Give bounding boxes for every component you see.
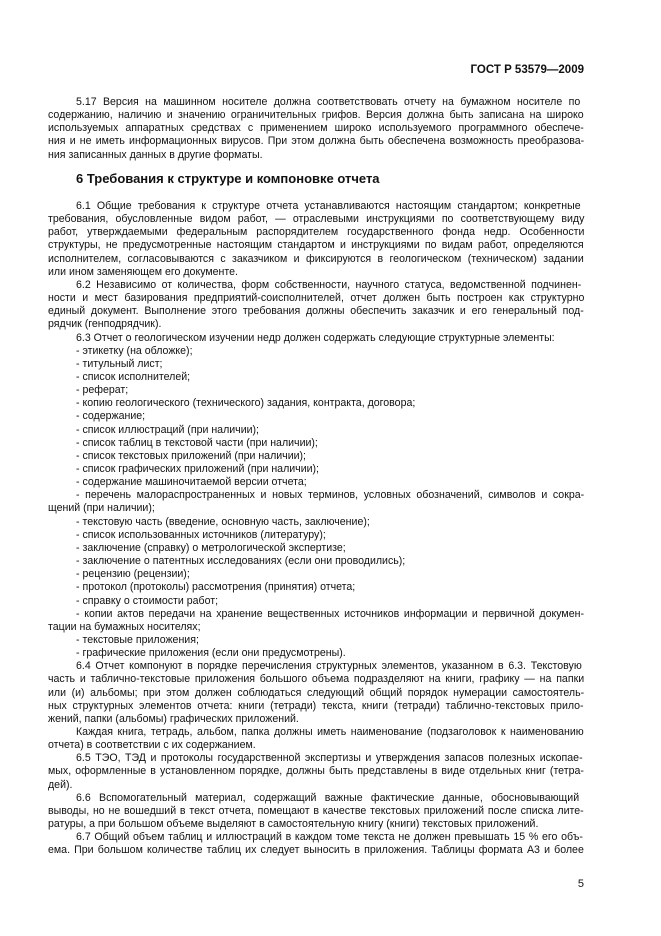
text-line: ема. При большом количестве таблиц их следует выносить в приложения. Таблицы формата А3 и более: [48, 844, 584, 857]
text-line: - содержание машиночитаемой версии отчета;: [76, 476, 307, 489]
text-line: - содержание;: [76, 410, 146, 423]
text-line: - список использованных источников (литературу);: [76, 528, 326, 541]
text-line: 6.6 Вспомогательный материал, содержащий важные фактические данные, обосновывающий: [76, 791, 580, 804]
text-line: - этикетку (на обложке);: [76, 344, 193, 357]
text-line: 6.4 Отчет компонуют в порядке перечисления структурных элементов, указанном в 6.3. Текстовую: [76, 660, 582, 673]
text-line: 6.2 Независимо от количества, форм собственности, научного статуса, ведомственной подчинен-: [76, 278, 582, 291]
text-line: - справку о стоимости работ;: [76, 594, 219, 607]
document-number-header: ГОСТ Р 53579—2009: [470, 64, 584, 76]
text-line: - реферат;: [76, 384, 129, 397]
text-line: ратуры, а при большом объеме выделяют в самостоятельную книгу (книги) текстовых приложений.: [48, 818, 539, 831]
text-line: - копию геологического (технического) задания, контракта, договора;: [76, 397, 416, 410]
text-line: - текстовые приложения;: [76, 633, 199, 646]
text-line: - титульный лист;: [76, 357, 163, 370]
text-line: содержанию, наличию и значению ограничительных грифов. Версия должна быть записана на широко: [48, 109, 584, 122]
text-line: ния записанных данных в другие форматы.: [48, 148, 263, 161]
text-line: структуры, не предусмотренные настоящим стандартом и инструкциями по видам работ, определяются: [48, 239, 584, 252]
text-line: тации на бумажных носителях;: [48, 620, 201, 633]
text-line: используемых аппаратных средствах с применением широко используемого программного обеспече-: [48, 122, 584, 135]
text-line: или (и) альбомы; при этом должен соблюдаться следующий общий порядок нумерации самостоятель-: [48, 686, 585, 699]
text-line: 6.1 Общие требования к структуре отчета устанавливаются настоящим стандартом; конкретные: [76, 200, 581, 212]
text-line: 6.7 Общий объем таблиц и иллюстраций в каждом томе текста не должен превышать 15 % его объ-: [76, 831, 583, 844]
text-line: - перечень малораспространенных и новых терминов, условных обозначений, символов и сокра-: [76, 489, 585, 502]
text-line: Каждая книга, тетрадь, альбом, папка должны иметь наименование (подзаголовок к наименованию: [76, 726, 584, 738]
text-line: - заключение (справку) о метрологической экспертизе;: [76, 541, 346, 554]
text-line: ных структурных элементов отчета: книги (тетради) текста, книги (тетради) таблично-текстовых прило-: [48, 699, 584, 712]
text-line: ния и не иметь информационных вирусов. При этом должна быть обеспечена возможность преобразова-: [48, 135, 585, 148]
text-line: 5.17 Версия на машинном носителе должна соответствовать отчету на бумажном носителе по: [76, 96, 581, 108]
text-line: рядчик (генподрядчик).: [48, 318, 162, 331]
text-line: исполнителем, согласовываются с заказчиком и фиксируются в геологическом (техническом) задании: [48, 252, 584, 265]
text-line: - текстовую часть (введение, основную часть, заключение);: [76, 515, 370, 528]
text-line: - список исполнителей;: [76, 370, 191, 383]
text-line: - рецензию (рецензии);: [76, 568, 190, 581]
text-line: отчета) в соответствии с их содержанием.: [48, 739, 256, 752]
text-line: - копии актов передачи на хранение вещественных источников информации и первичной докумен-: [76, 607, 584, 620]
text-line: мых, оформленные в установленном порядке, должны быть представлены в виде отдельных книг (тетра-: [48, 765, 584, 778]
text-line: - список иллюстраций (при наличии);: [76, 423, 259, 436]
text-line: жений, папки (альбомы) графических приложений.: [48, 712, 299, 725]
text-line: работ, утверждаемыми федеральным распорядителем государственного фонда недр. Особенности: [48, 226, 585, 239]
section-6-heading: 6 Требования к структуре и компоновке отчета: [76, 171, 380, 186]
text-line: - список текстовых приложений (при наличии);: [76, 449, 307, 462]
text-line: 6.3 Отчет о геологическом изучении недр должен содержать следующие структурные элементы:: [76, 331, 555, 344]
text-line: щений (при наличии);: [48, 502, 155, 515]
text-line: требования, обусловленные видом работ, — отраслевыми инструкциями по соответствующему виду: [48, 213, 585, 226]
text-line: ности и мест базирования предприятий-соисполнителей, отчет должен быть построен как структурно: [48, 292, 585, 305]
text-line: - графические приложения (если они предусмотрены).: [76, 647, 346, 660]
text-line: дей).: [48, 778, 73, 791]
text-line: или ином заменяющем его документе.: [48, 265, 238, 278]
text-line: - список графических приложений (при наличии);: [76, 463, 319, 475]
page-number: 5: [577, 878, 584, 890]
text-line: часть и таблично-текстовые приложения большого объема подразделяют на книги, графику — на папки: [48, 673, 585, 686]
text-line: единый документ. Выполнение этого требования должны обеспечить заказчик и его генеральный под-: [48, 305, 584, 318]
text-line: 6.5 ТЭО, ТЭД и протоколы государственной экспертизы и утверждения запасов полезных ископае-: [76, 752, 583, 765]
text-line: - заключение о патентных исследованиях (если они проводились);: [76, 555, 406, 568]
text-line: - протокол (протоколы) рассмотрения (принятия) отчета;: [76, 581, 356, 594]
text-line: - список таблиц в текстовой части (при наличии);: [76, 436, 318, 449]
text-line: выводы, но не вошедший в текст отчета, помещают в качестве текстовых приложений после списка лите-: [48, 804, 584, 817]
